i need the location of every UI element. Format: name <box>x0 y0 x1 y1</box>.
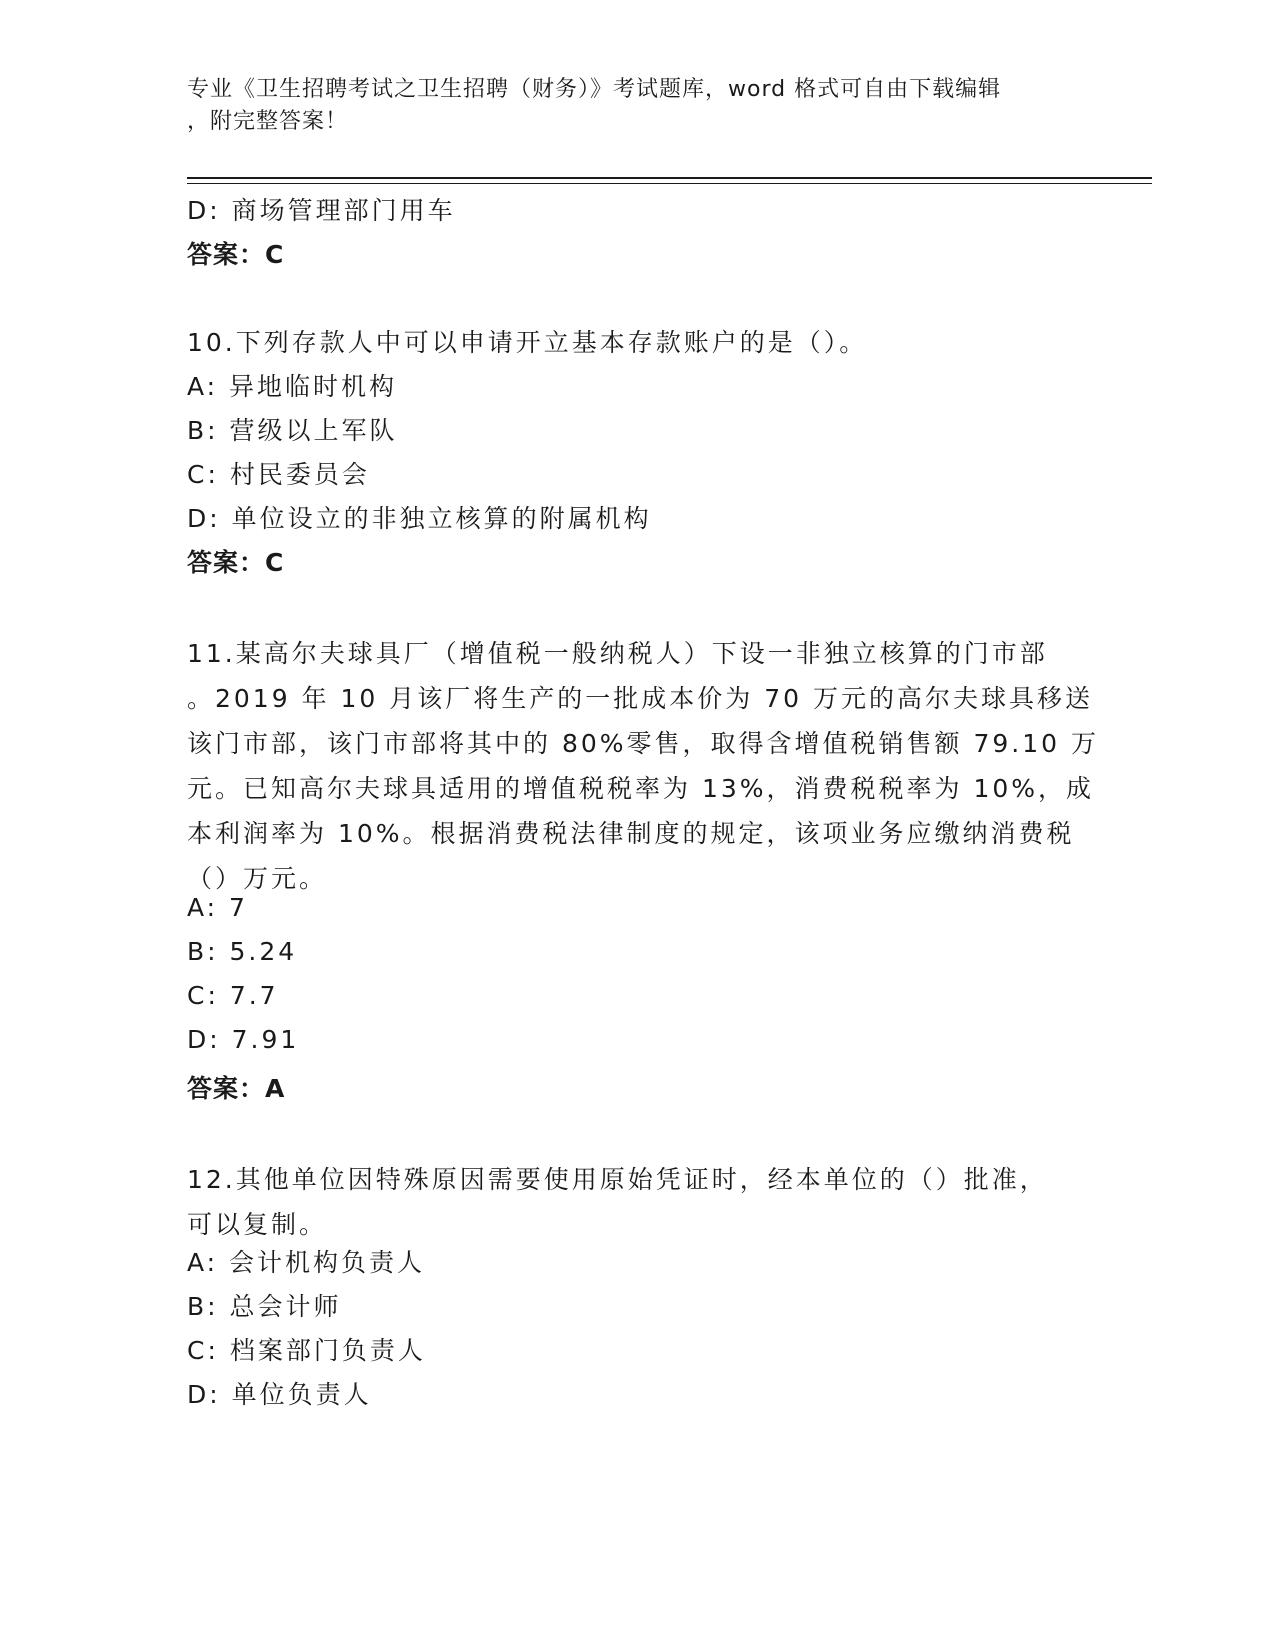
q11-option-c: C: 7.7 <box>187 981 279 1010</box>
header-divider-thick <box>187 177 1152 179</box>
header-line-1: 专业《卫生招聘考试之卫生招聘（财务）》考试题库，word 格式可自由下载编辑 <box>187 77 1002 102</box>
q11-stem-line: （）万元。 <box>187 864 328 893</box>
q12-option-b: B: 总会计师 <box>187 1292 342 1321</box>
q11-stem-line: 元。已知高尔夫球具适用的增值税税率为 13%，消费税税率为 10%，成 <box>187 774 1095 803</box>
q10-answer: 答案：C <box>187 548 285 577</box>
q10-option-a: A: 异地临时机构 <box>187 372 398 401</box>
q11-answer: 答案：A <box>187 1074 286 1103</box>
q11-stem-line: 该门市部，该门市部将其中的 80%零售，取得含增值税销售额 79.10 万 <box>187 729 1099 758</box>
q10-stem: 10.下列存款人中可以申请开立基本存款账户的是（）。 <box>187 328 868 357</box>
q11-option-a: A: 7 <box>187 893 248 922</box>
q10-option-c: C: 村民委员会 <box>187 460 370 489</box>
q11-option-b: B: 5.24 <box>187 937 298 966</box>
header-line-2: ，附完整答案！ <box>187 109 349 134</box>
header-divider-thin <box>187 183 1152 184</box>
q12-stem <box>187 1157 1087 1247</box>
q11-option-d: D: 7.91 <box>187 1025 300 1054</box>
q12-stem-line: 可以复制。 <box>187 1210 328 1239</box>
document-header <box>187 74 1067 138</box>
q10-option-d: D: 单位设立的非独立核算的附属机构 <box>187 504 652 533</box>
q10-option-b: B: 营级以上军队 <box>187 416 398 445</box>
q11-stem <box>187 631 1099 901</box>
q12-option-c: C: 档案部门负责人 <box>187 1336 426 1365</box>
q11-stem-line: 本利润率为 10%。根据消费税法律制度的规定，该项业务应缴纳消费税 <box>187 819 1075 848</box>
q11-stem-line: 。2019 年 10 月该厂将生产的一批成本价为 70 万元的高尔夫球具移送 <box>187 684 1093 713</box>
q9-option-d: D: 商场管理部门用车 <box>187 196 456 225</box>
q12-option-a: A: 会计机构负责人 <box>187 1248 426 1277</box>
q11-stem-line: 11.某高尔夫球具厂（增值税一般纳税人）下设一非独立核算的门市部 <box>187 639 1048 668</box>
q12-stem-line: 12.其他单位因特殊原因需要使用原始凭证时，经本单位的（）批准， <box>187 1165 1048 1194</box>
q9-answer: 答案：C <box>187 240 285 269</box>
q12-option-d: D: 单位负责人 <box>187 1380 372 1409</box>
